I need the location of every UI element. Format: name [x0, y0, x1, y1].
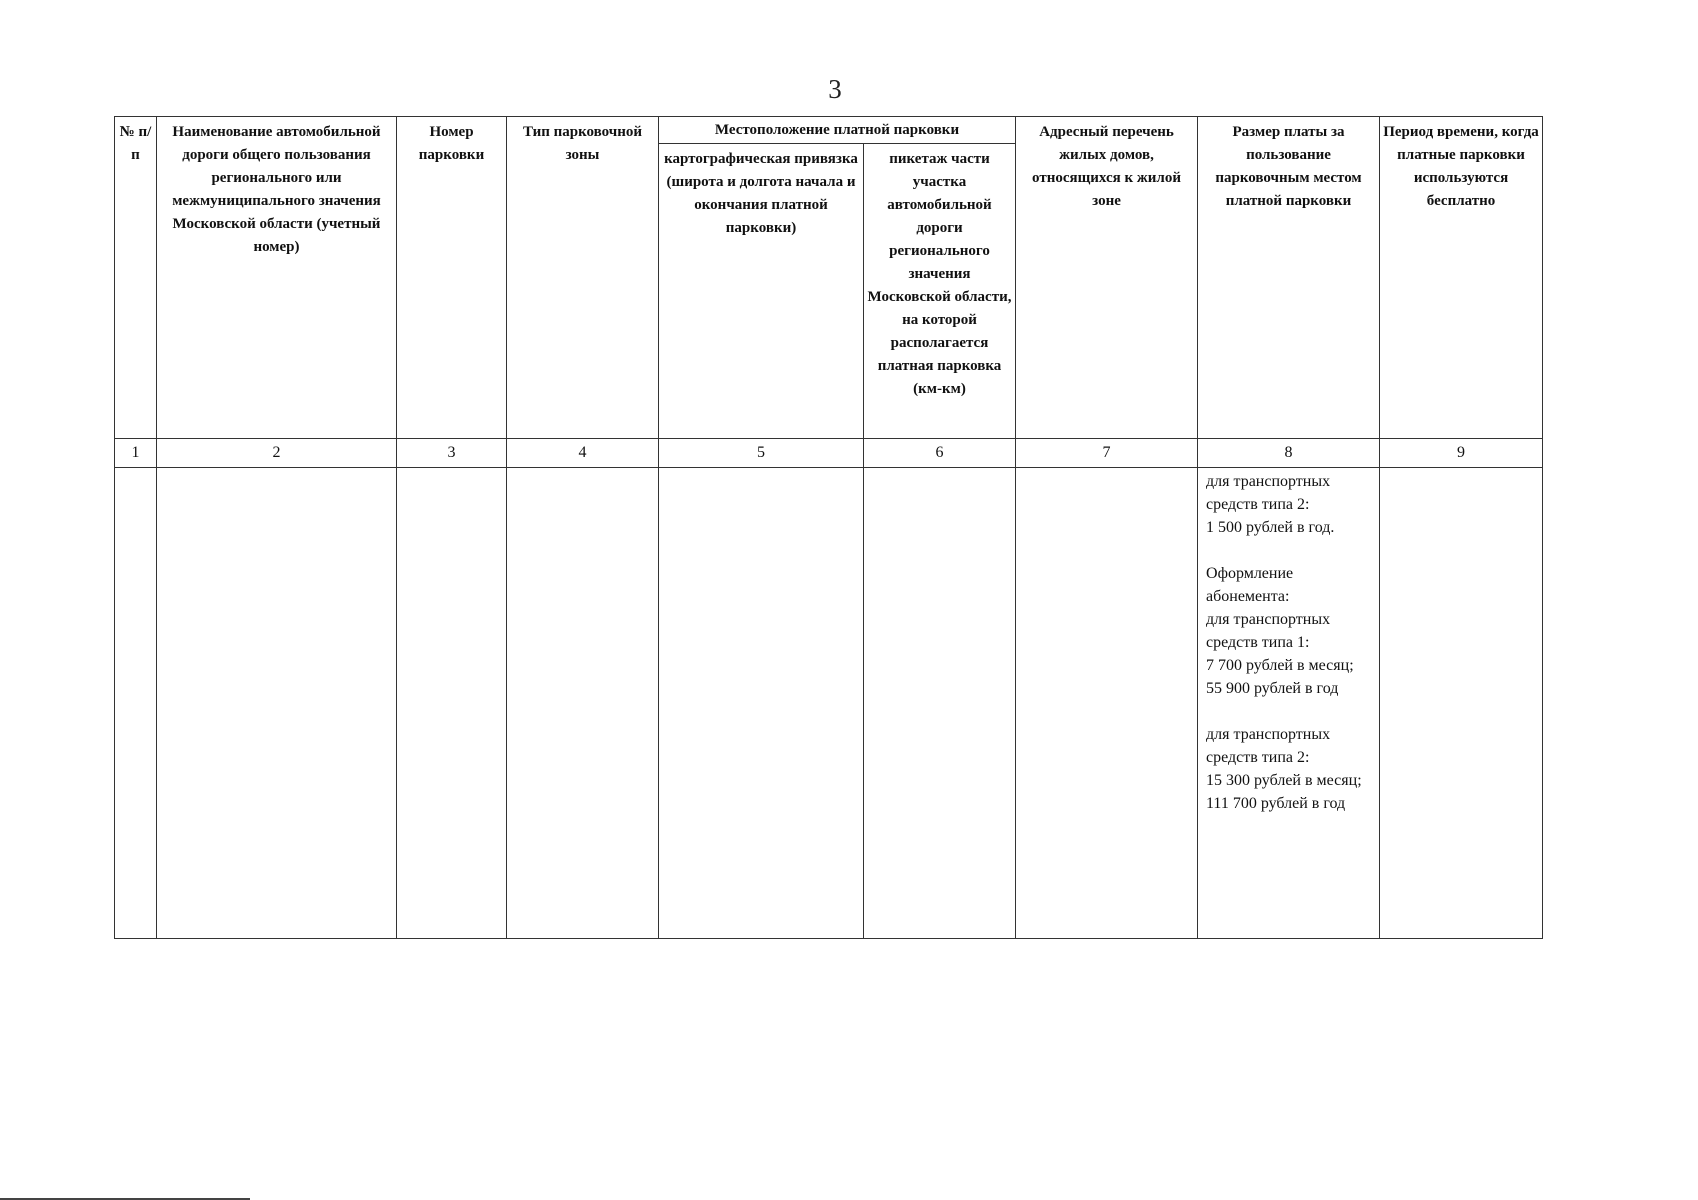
- cell-address-list: [1016, 468, 1198, 939]
- cell-coordinates: [659, 468, 864, 939]
- header-coordinates: картографическая привязка (широта и долгота начала и окончания платной парковки): [659, 144, 864, 439]
- header-row-top: [115, 117, 1543, 144]
- header-zone-type: Тип парковочной зоны: [507, 117, 659, 439]
- header-number: № п/п: [115, 117, 157, 439]
- header-location-group: Местоположение платной парковки: [659, 117, 1016, 144]
- cell-zone-type: [507, 468, 659, 939]
- cell-fee: [1198, 468, 1380, 939]
- header-road-name: Наименование автомобильной дороги общего пользования регионального или межмуниципального значения Московской области (учетный номер): [157, 117, 397, 439]
- header-chainage: пикетаж части участка автомобильной дороги регионального значения Московской области, на которой располагается платная парковка (км-км): [864, 144, 1016, 439]
- header-free-period: Период времени, когда платные парковки используются бесплатно: [1380, 117, 1543, 439]
- fee-line: Оформление абонемента:: [1206, 565, 1294, 605]
- column-number: 9: [1380, 439, 1543, 468]
- page-number: 3: [828, 74, 842, 104]
- fee-line: для транспортных средств типа 2:: [1206, 726, 1331, 766]
- fee-line: 111 700 рублей в год: [1206, 795, 1346, 812]
- fee-line: для транспортных средств типа 1:: [1206, 611, 1331, 651]
- table-row: [115, 468, 1543, 939]
- header-parking-number: Номер парковки: [397, 117, 507, 439]
- fee-line: 1 500 рублей в год.: [1206, 519, 1335, 536]
- column-number: 1: [115, 439, 157, 468]
- fee-gap: [1206, 700, 1375, 723]
- column-number: 5: [659, 439, 864, 468]
- fee-gap: [1206, 539, 1375, 562]
- column-number: 6: [864, 439, 1016, 468]
- fee-line: для транспортных средств типа 2:: [1206, 473, 1331, 513]
- cell-free-period: [1380, 468, 1543, 939]
- column-number: 3: [397, 439, 507, 468]
- header-fee: Размер платы за пользование парковочным местом платной парковки: [1198, 117, 1380, 439]
- header-address-list: Адресный перечень жилых домов, относящихся к жилой зоне: [1016, 117, 1198, 439]
- fee-line: 7 700 рублей в месяц;: [1206, 657, 1354, 674]
- fee-line: 15 300 рублей в месяц;: [1206, 772, 1362, 789]
- cell-parking-number: [397, 468, 507, 939]
- column-number: 7: [1016, 439, 1198, 468]
- cell-chainage: [864, 468, 1016, 939]
- column-number-row: [115, 439, 1543, 468]
- column-number: 4: [507, 439, 659, 468]
- column-number: 8: [1198, 439, 1380, 468]
- fee-line: 55 900 рублей в год: [1206, 680, 1339, 697]
- cell-number: [115, 468, 157, 939]
- column-number: 2: [157, 439, 397, 468]
- parking-fee-table: [114, 116, 1543, 939]
- cell-road-name: [157, 468, 397, 939]
